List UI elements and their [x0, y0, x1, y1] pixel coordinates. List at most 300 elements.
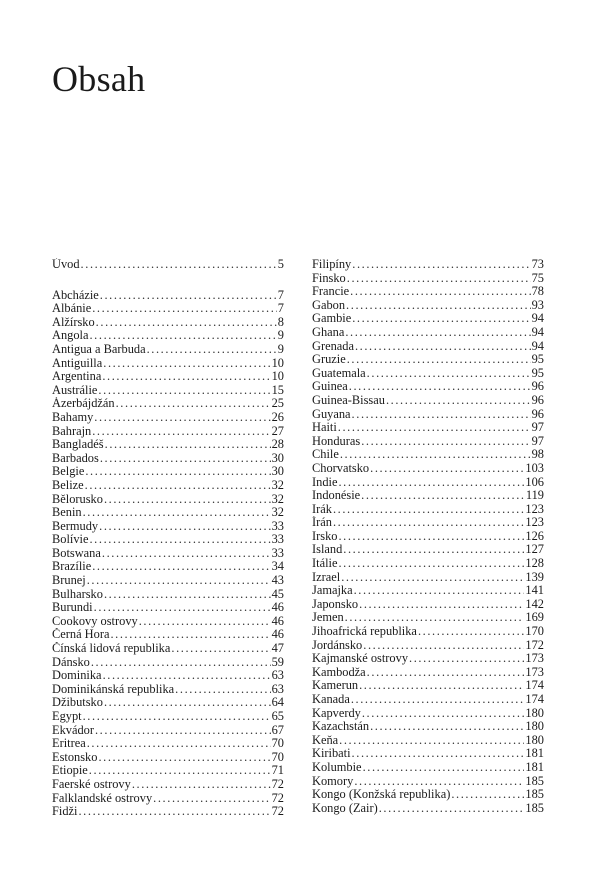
toc-entry-name: Kajmanské ostrovy [312, 652, 409, 666]
dot-leader [367, 367, 531, 381]
toc-entry [52, 560, 284, 574]
toc-entry-name: Gruzie [312, 353, 346, 367]
dot-leader [100, 289, 277, 303]
toc-list-right [312, 258, 544, 815]
toc-entry [52, 479, 284, 493]
toc-entry [312, 611, 544, 625]
dot-leader [349, 380, 531, 394]
dot-leader [99, 520, 270, 534]
dot-leader [153, 792, 270, 806]
toc-entry [312, 380, 544, 394]
toc-entry-name: Chorvatsko [312, 461, 370, 475]
toc-entry [52, 357, 284, 371]
dot-leader [102, 547, 271, 561]
toc-entry-page: 103 [525, 461, 544, 475]
toc-entry [312, 462, 544, 476]
toc-entry-page: 59 [271, 655, 284, 669]
toc-entry [312, 571, 544, 585]
toc-entry-name: Filipíny [312, 258, 352, 271]
toc-entry [312, 584, 544, 598]
toc-entry-name: Botswana [52, 546, 101, 560]
toc-entry-name: Japonsko [312, 597, 359, 611]
toc-entry-name: Jihoafrická republika [312, 625, 417, 639]
toc-entry [52, 438, 284, 452]
toc-entry-name: Indie [312, 475, 338, 489]
toc-entry [312, 788, 544, 802]
toc-entry-page: 172 [525, 638, 544, 652]
toc-entry-page: 10 [271, 370, 284, 384]
toc-entry-page: 126 [525, 529, 544, 543]
toc-entry-page: 7 [277, 302, 284, 316]
toc-entry [312, 557, 544, 571]
toc-entry-page: 65 [271, 710, 284, 723]
toc-entry-page: 95 [531, 353, 544, 367]
toc-entry-name: Ekvádor [52, 723, 94, 737]
toc-entry-name: Úvod [52, 258, 80, 271]
toc-entry-page: 185 [525, 788, 544, 802]
toc-entry-page: 30 [271, 465, 284, 479]
dot-leader [89, 533, 270, 547]
toc-entry-name: Kambodža [312, 665, 366, 679]
toc-entry [52, 370, 284, 384]
toc-entry-page: 63 [271, 682, 284, 696]
dot-leader [367, 666, 525, 680]
dot-leader [92, 302, 277, 316]
toc-entry [52, 520, 284, 534]
toc-entry-name: Itálie [312, 557, 338, 571]
dot-leader [359, 679, 524, 693]
toc-entry-name: Haiti [312, 421, 337, 435]
toc-entry-page: 170 [525, 625, 544, 639]
toc-entry-page: 185 [525, 774, 544, 788]
toc-entry-page: 33 [271, 546, 284, 560]
toc-entry-page: 181 [525, 747, 544, 761]
toc-entry-name: Antigua a Barbuda [52, 342, 146, 356]
toc-entry-page: 180 [525, 706, 544, 720]
toc-entry-name: Kolumbie [312, 760, 362, 774]
dot-leader [110, 628, 270, 642]
toc-entry-page: 181 [525, 760, 544, 774]
toc-entry [312, 666, 544, 680]
toc-entry [52, 710, 284, 724]
dot-leader [338, 476, 524, 490]
toc-entry-name: Bangladéš [52, 438, 104, 452]
toc-entry-page: 173 [525, 665, 544, 679]
dot-leader [338, 421, 531, 435]
dot-leader [343, 543, 524, 557]
toc-entry-name: Brazílie [52, 560, 92, 574]
toc-entry [312, 503, 544, 517]
dot-leader [98, 751, 270, 765]
toc-entry [52, 792, 284, 806]
toc-entry-name: Argentina [52, 370, 102, 384]
toc-entry [312, 340, 544, 354]
toc-entry-page: 71 [271, 764, 284, 778]
toc-entry-name: Bělorusko [52, 492, 103, 506]
toc-entry [52, 669, 284, 683]
dot-leader [361, 435, 530, 449]
toc-entry-name: Gabon [312, 298, 346, 312]
dot-leader [104, 493, 271, 507]
toc-entry-intro [52, 258, 284, 272]
toc-entry-name: Írán [312, 516, 332, 530]
toc-entry-name: Černá Hora [52, 628, 110, 642]
toc-entry-name: Alžírsko [52, 315, 95, 329]
toc-entry-page: 94 [531, 312, 544, 326]
toc-entry-name: Guinea-Bissau [312, 393, 385, 407]
toc-entry-name: Finsko [312, 271, 346, 285]
toc-entry-page: 93 [531, 298, 544, 312]
toc-entry-page: 78 [531, 285, 544, 299]
toc-entry-page: 25 [271, 397, 284, 411]
toc-entry [52, 724, 284, 738]
toc-entry [312, 530, 544, 544]
toc-entry [312, 734, 544, 748]
dot-leader [338, 530, 524, 544]
toc-entry [312, 693, 544, 707]
toc-entry-name: Grenada [312, 339, 354, 353]
toc-entry-page: 46 [271, 614, 284, 628]
toc-entry-name: Austrálie [52, 383, 98, 397]
dot-leader [362, 707, 525, 721]
dot-leader [171, 642, 270, 656]
toc-entry-page: 96 [531, 380, 544, 394]
toc-entry-name: Bahamy [52, 410, 94, 424]
toc-entry [52, 588, 284, 602]
toc-entry [312, 802, 544, 816]
toc-entry-name: Kiribati [312, 747, 351, 761]
toc-entry [52, 384, 284, 398]
toc-entry-name: Kongo (Konžská republika) [312, 788, 451, 802]
toc-entry-page: 67 [271, 723, 284, 737]
toc-entry [312, 421, 544, 435]
toc-entry-name: Egypt [52, 710, 82, 723]
dot-leader [100, 452, 271, 466]
dot-leader [92, 425, 270, 439]
toc-entry-name: Čínská lidová republika [52, 642, 171, 656]
dot-leader [340, 448, 531, 462]
toc-entry-name: Dominika [52, 669, 102, 683]
dot-leader [95, 724, 271, 738]
toc-entry-name: Belgie [52, 465, 85, 479]
dot-leader [354, 775, 524, 789]
dot-leader [94, 601, 271, 615]
toc-entry-page: 127 [525, 543, 544, 557]
dot-leader [352, 408, 531, 422]
toc-entry-name: Jamajka [312, 584, 353, 598]
toc-entry-page: 98 [531, 448, 544, 462]
toc-entry [52, 737, 284, 751]
toc-entry [312, 747, 544, 761]
dot-leader [333, 503, 524, 517]
toc-entry-name: Belize [52, 478, 84, 492]
toc-entry-page: 97 [531, 421, 544, 435]
toc-entry-page: 70 [271, 737, 284, 751]
toc-entry [52, 805, 284, 819]
toc-entry-name: Estonsko [52, 750, 98, 764]
toc-entry [312, 639, 544, 653]
toc-entry-name: Jordánsko [312, 638, 363, 652]
toc-entry-name: Irák [312, 502, 332, 516]
toc-entry [312, 258, 544, 272]
toc-entry-page: 32 [271, 478, 284, 492]
toc-entry-page: 169 [525, 611, 544, 625]
toc-entry [312, 489, 544, 503]
toc-entry-name: Guyana [312, 407, 351, 421]
dot-leader [103, 357, 270, 371]
dot-leader [85, 479, 271, 493]
toc-list-left [52, 289, 284, 819]
toc-entry [312, 516, 544, 530]
toc-entry-page: 15 [271, 383, 284, 397]
toc-entry-name: Benin [52, 506, 82, 520]
toc-entry [52, 533, 284, 547]
dot-leader [91, 656, 271, 670]
toc-entry-page: 45 [271, 587, 284, 601]
toc-entry [312, 326, 544, 340]
toc-entry [312, 775, 544, 789]
toc-entry-page: 96 [531, 393, 544, 407]
toc-entry-name: Izrael [312, 570, 341, 584]
dot-leader [347, 353, 531, 367]
dot-leader [85, 465, 270, 479]
toc-entry-page: 9 [277, 329, 284, 343]
dot-leader [339, 734, 524, 748]
toc-entry-page: 46 [271, 628, 284, 642]
dot-leader [83, 506, 271, 520]
dot-leader [116, 397, 271, 411]
toc-entry-name: Ázerbájdžán [52, 397, 115, 411]
toc-entry [312, 272, 544, 286]
dot-leader [352, 747, 525, 761]
dot-leader [104, 696, 271, 710]
toc-column-right [312, 258, 544, 815]
dot-leader [363, 761, 525, 775]
toc-entry-page: 174 [525, 679, 544, 693]
toc-entry [52, 343, 284, 357]
dot-leader [92, 560, 270, 574]
dot-leader [350, 285, 530, 299]
dot-leader [132, 778, 271, 792]
dot-leader [89, 329, 276, 343]
toc-entry [52, 329, 284, 343]
dot-leader [105, 438, 271, 452]
dot-leader [147, 343, 277, 357]
dot-leader [352, 312, 530, 326]
dot-leader [347, 272, 531, 286]
toc-entry-name: Gambie [312, 312, 352, 326]
toc-entry [52, 574, 284, 588]
dot-leader [96, 316, 277, 330]
dot-leader [338, 557, 524, 571]
toc-entry-page: 128 [525, 557, 544, 571]
toc-entry [312, 448, 544, 462]
toc-entry [52, 764, 284, 778]
toc-entry-page: 32 [271, 506, 284, 520]
toc-entry [52, 397, 284, 411]
toc-entry-page: 34 [271, 560, 284, 574]
toc-entry-page: 94 [531, 325, 544, 339]
toc-entry [312, 761, 544, 775]
toc-entry [52, 751, 284, 765]
toc-entry [52, 547, 284, 561]
toc-entry-name: Dánsko [52, 655, 90, 669]
toc-entry-name: Bahrajn [52, 424, 92, 438]
toc-entry [52, 615, 284, 629]
toc-entry [52, 778, 284, 792]
toc-entry-page: 180 [525, 720, 544, 734]
toc-entry-page: 28 [271, 438, 284, 452]
toc-entry-name: Falklandské ostrovy [52, 791, 153, 805]
toc-entry-page: 63 [271, 669, 284, 683]
toc-entry-name: Džibutsko [52, 696, 103, 710]
toc-column-left [52, 258, 284, 819]
dot-leader [78, 805, 270, 819]
dot-leader [175, 683, 270, 697]
toc-entry-page: 43 [271, 574, 284, 588]
toc-entry-page: 10 [271, 356, 284, 370]
toc-entry-page: 47 [271, 642, 284, 656]
dot-leader [361, 489, 525, 503]
toc-entry [52, 465, 284, 479]
toc-entry-page: 141 [525, 584, 544, 598]
dot-leader [87, 737, 271, 751]
toc-entry-name: Indonésie [312, 489, 361, 503]
toc-entry-name: Guatemala [312, 366, 366, 380]
dot-leader [83, 710, 271, 724]
toc-entry [52, 493, 284, 507]
toc-entry-name: Antiguilla [52, 356, 103, 370]
toc-entry-page: 97 [531, 434, 544, 448]
toc-entry-name: Etiopie [52, 764, 88, 778]
toc-entry-page: 5 [277, 258, 284, 271]
toc-entry-page: 7 [277, 288, 284, 302]
toc-entry-name: Chile [312, 448, 339, 462]
toc-entry-page: 96 [531, 407, 544, 421]
toc-entry-name: Keňa [312, 733, 339, 747]
toc-entry-page: 72 [271, 805, 284, 819]
toc-entry [52, 656, 284, 670]
dot-leader [333, 516, 524, 530]
toc-entry [312, 679, 544, 693]
dot-leader [409, 652, 524, 666]
dot-leader [98, 384, 270, 398]
dot-leader [351, 693, 525, 707]
toc-entry-name: Ghana [312, 325, 345, 339]
toc-entry-name: Kamerun [312, 679, 359, 693]
dot-leader [451, 788, 524, 802]
toc-entry-page: 95 [531, 366, 544, 380]
toc-entry [312, 598, 544, 612]
toc-entry-name: Komory [312, 774, 354, 788]
toc-entry-name: Eritrea [52, 737, 86, 751]
toc-entry-page: 123 [525, 516, 544, 530]
toc-entry [52, 506, 284, 520]
toc-entry-page: 180 [525, 733, 544, 747]
dot-leader [102, 370, 270, 384]
toc-entry-page: 70 [271, 750, 284, 764]
toc-entry-page: 185 [525, 801, 544, 815]
toc-entry [312, 625, 544, 639]
toc-entry [312, 408, 544, 422]
dot-leader [345, 611, 525, 625]
toc-entry-name: Burundi [52, 601, 93, 615]
toc-entry-page: 26 [271, 410, 284, 424]
toc-entry-page: 32 [271, 492, 284, 506]
toc-entry-name: Bolívie [52, 533, 89, 547]
dot-leader [386, 394, 531, 408]
toc-entry-page: 72 [271, 791, 284, 805]
toc-entry-name: Faerské ostrovy [52, 777, 131, 791]
toc-entry-page: 139 [525, 570, 544, 584]
toc-entry [312, 285, 544, 299]
toc-entry-page: 72 [271, 777, 284, 791]
toc-entry-page: 30 [271, 451, 284, 465]
toc-entry [312, 435, 544, 449]
toc-entry-page: 9 [277, 342, 284, 356]
dot-leader [354, 584, 525, 598]
toc-entry [52, 425, 284, 439]
dot-leader [346, 299, 531, 313]
dot-leader [104, 588, 271, 602]
dot-leader [139, 615, 271, 629]
dot-leader [341, 571, 524, 585]
toc-entry [52, 302, 284, 316]
toc-entry [312, 299, 544, 313]
toc-entry-name: Fidži [52, 805, 78, 819]
toc-entry-name: Guinea [312, 380, 348, 394]
toc-entry-page: 73 [531, 258, 544, 271]
toc-entry-page: 27 [271, 424, 284, 438]
toc-entry-name: Jemen [312, 611, 344, 625]
dot-leader [89, 764, 271, 778]
dot-leader [363, 639, 524, 653]
toc-entry-name: Barbados [52, 451, 99, 465]
toc-entry [52, 696, 284, 710]
dot-leader [418, 625, 524, 639]
toc-entry [52, 683, 284, 697]
toc-entry [52, 289, 284, 303]
dot-leader [370, 462, 524, 476]
toc-entry-name: Abcházie [52, 288, 99, 302]
dot-leader [103, 669, 271, 683]
toc-entry-page: 142 [525, 597, 544, 611]
toc-entry-name: Kazachstán [312, 720, 370, 734]
toc-entry-name: Dominikánská republika [52, 682, 175, 696]
toc-entry [312, 367, 544, 381]
toc-entry-name: Cookovy ostrovy [52, 614, 138, 628]
dot-leader [94, 411, 270, 425]
dot-leader [345, 326, 530, 340]
toc-entry-name: Honduras [312, 434, 361, 448]
toc-entry-name: Bermudy [52, 519, 99, 533]
toc-entry-name: Albánie [52, 302, 92, 316]
dot-leader [352, 258, 530, 272]
toc-entry-page: 106 [525, 475, 544, 489]
toc-entry-name: Island [312, 543, 343, 557]
toc-entry-page: 119 [525, 489, 544, 503]
toc-entry-page: 64 [271, 696, 284, 710]
toc-entry [52, 601, 284, 615]
toc-entry-page: 33 [271, 519, 284, 533]
toc-entry [312, 707, 544, 721]
toc-entry-name: Kanada [312, 693, 350, 706]
dot-leader [87, 574, 271, 588]
dot-leader [81, 258, 277, 272]
toc-entry [52, 316, 284, 330]
toc-entry-page: 33 [271, 533, 284, 547]
toc-entry-name: Kongo (Zair) [312, 801, 378, 815]
